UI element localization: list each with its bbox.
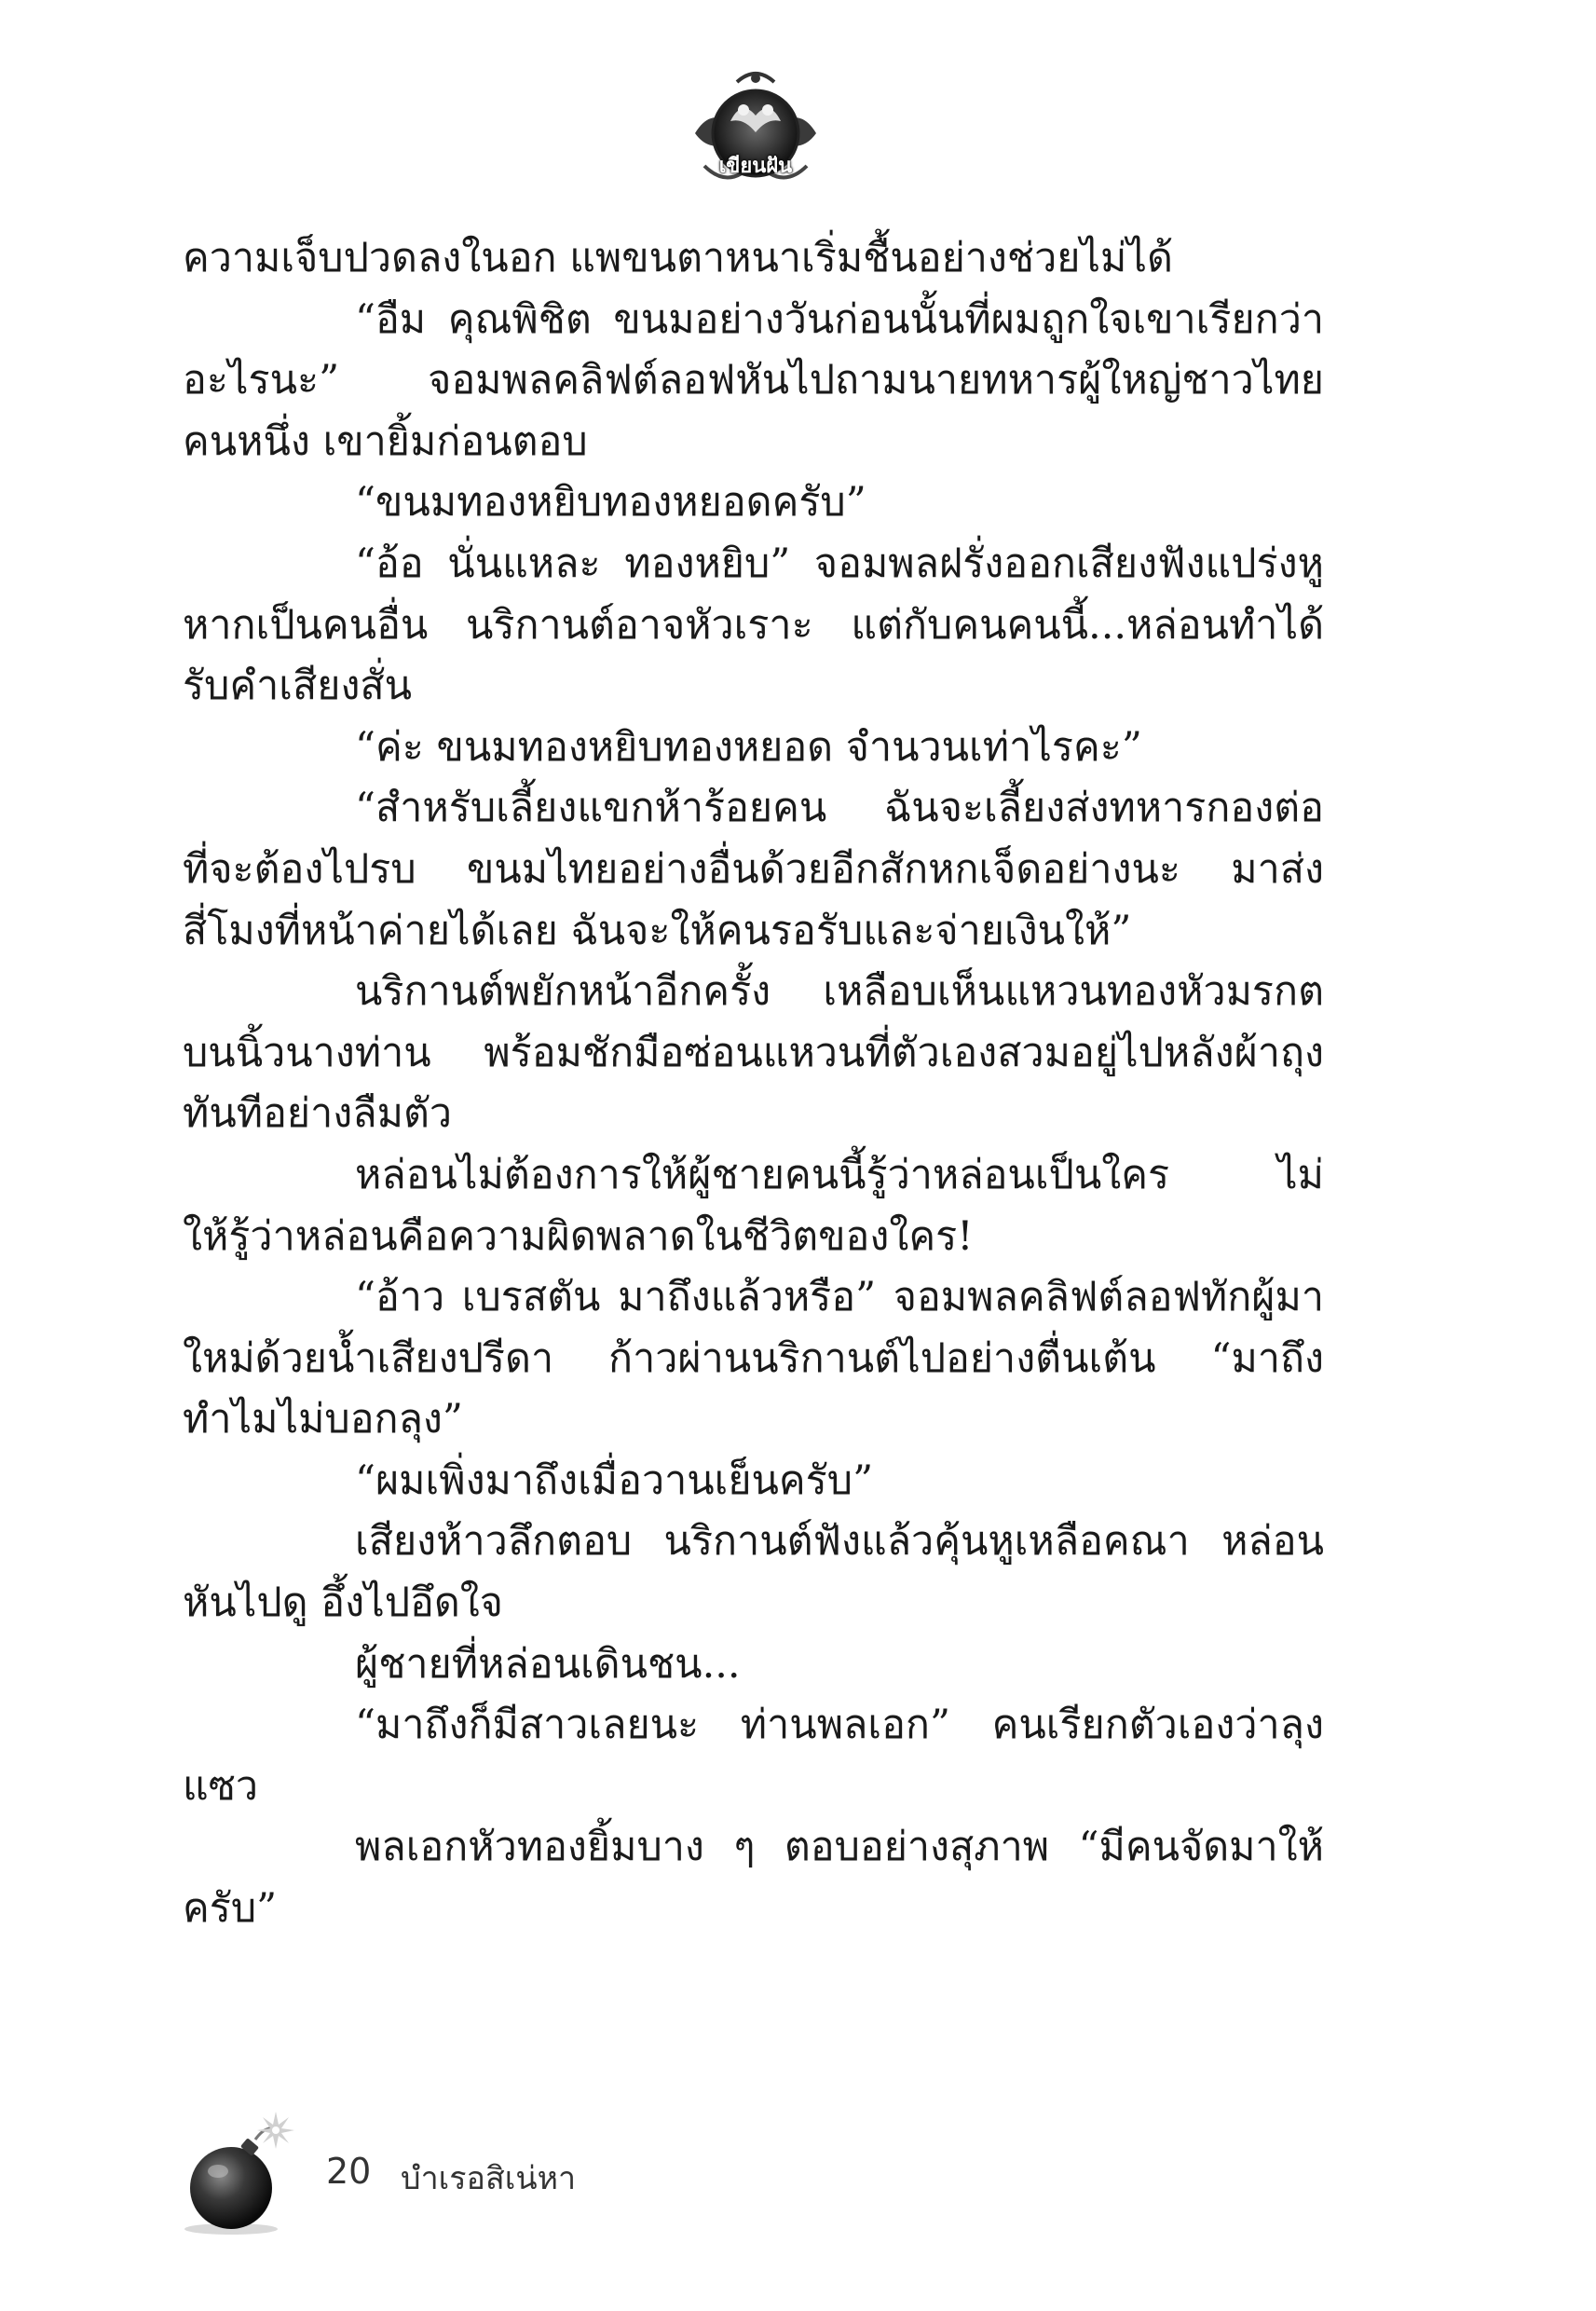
text-line: คนหนึ่ง เขายิ้มก่อนตอบ [183,417,588,465]
text-line: หล่อนไม่ต้องการให้ผู้ชายคนนี้รู้ว่าหล่อนเป็นใคร ไม่ [355,1151,1324,1198]
text-line: “ขนมทองหยิบทองหยอดครับ” [355,479,866,526]
text-line: เสียงห้าวลึกตอบ นริกานต์ฟังแล้วคุ้นหูเหลือคณา หล่อน [355,1518,1324,1566]
text-line: “อ้าว เบรสตัน มาถึงแล้วหรือ” จอมพลคลิฟต์ลอฟทักผู้มา [355,1274,1324,1321]
text-line: ผู้ชายที่หล่อนเดินชน... [355,1640,741,1688]
text-line: แซว [183,1762,259,1810]
text-line: ทำไมไม่บอกลุง” [183,1396,463,1443]
text-line: “สำหรับเลี้ยงแขกห้าร้อยคน ฉันจะเลี้ยงส่งทหารกองต่อ [355,785,1324,832]
text-line: พลเอกหัวทองยิ้มบาง ๆ ตอบอย่างสุภาพ “มีคนจัดมาให้ [355,1824,1324,1871]
page-number: 20 [326,2151,372,2192]
emblem-text: เขียนฝัน [718,154,793,178]
text-line: ที่จะต้องไปรบ ขนมไทยอย่างอื่นด้วยอีกสักหกเจ็ดอย่างนะ มาส่ง [183,845,1324,893]
book-title: บำเรอสิเน่หา [401,2160,577,2197]
text-line: นริกานต์พยักหน้าอีกครั้ง เหลือบเห็นแหวนทองหัวมรกต [355,968,1324,1016]
text-line: ทันทีอย่างลืมตัว [183,1090,453,1138]
body-text [183,228,1324,1940]
text-line: “ค่ะ ขนมทองหยิบทองหยอด จำนวนเท่าไรคะ” [355,723,1142,771]
text-line: “มาถึงก็มีสาวเลยนะ ท่านพลเอก” คนเรียกตัวเองว่าลุง [355,1702,1324,1749]
text-line: บนนิ้วนางท่าน พร้อมชักมือซ่อนแหวนที่ตัวเองสวมอยู่ไปหลังผ้าถุง [183,1029,1324,1076]
text-line: รับคำเสียงสั่น [183,663,413,710]
text-line: หากเป็นคนอื่น นริกานต์อาจหัวเราะ แต่กับคนคนนี้...หล่อนทำได้ [183,601,1324,649]
text-line: หันไปดู อึ้งไปอึดใจ [183,1579,503,1627]
text-line: ความเจ็บปวดลงในอก แพขนตาหนาเริ่มชื้นอย่างช่วยไม่ได้ [183,235,1173,281]
text-line: สี่โมงที่หน้าค่ายได้เลย ฉันจะให้คนรอรับและจ่ายเงินให้” [183,907,1132,954]
bomb-icon [177,2106,307,2236]
text-line: อะไรนะ” จอมพลคลิฟต์ลอฟหันไปถามนายทหารผู้ใหญ่ชาวไทย [183,357,1324,404]
text-line: ใหม่ด้วยน้ำเสียงปรีดา ก้าวผ่านนริกานต์ไปอย่างตื่นเต้น “มาถึง [183,1334,1324,1382]
text-line: “อ้อ นั่นแหละ ทองหยิบ” จอมพลฝรั่งออกเสียงฟังแปร่งหู [355,540,1324,587]
ornamental-emblem-icon [686,63,825,203]
text-line: ให้รู้ว่าหล่อนคือความผิดพลาดในชีวิตของใคร! [183,1212,974,1260]
text-line: ครับ” [183,1885,278,1933]
text-line: “อืม คุณพิชิต ขนมอย่างวันก่อนนั้นที่ผมถูกใจเขาเรียกว่า [355,295,1324,343]
page-footer [177,2106,829,2236]
text-line: “ผมเพิ่งมาถึงเมื่อวานเย็นครับ” [355,1456,874,1504]
